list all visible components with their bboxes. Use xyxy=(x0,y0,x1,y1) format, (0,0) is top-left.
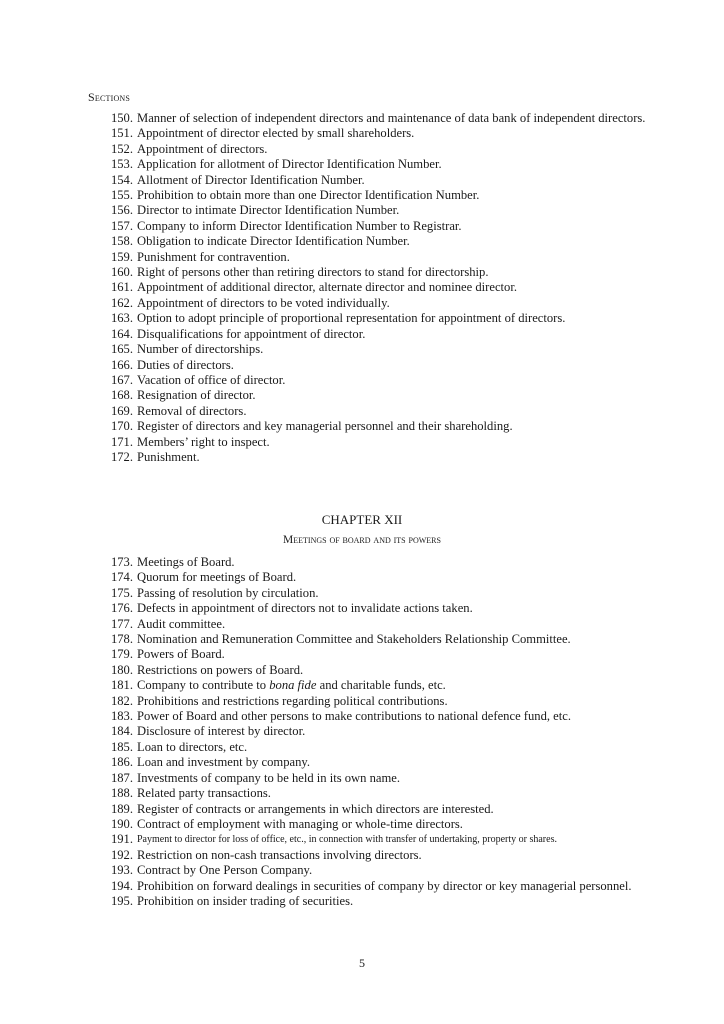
list-item xyxy=(100,311,658,326)
list-item xyxy=(100,173,658,188)
list-item xyxy=(100,234,658,249)
section-title: Prohibition on insider trading of securities. xyxy=(137,893,354,908)
list-item xyxy=(100,219,658,234)
section-title: Meetings of Board. xyxy=(137,555,235,569)
list-item xyxy=(100,740,658,755)
section-title: Punishment. xyxy=(137,449,200,464)
section-title-italic: bona fide xyxy=(269,678,317,693)
section-number: 155. xyxy=(110,188,133,203)
section-number: 189. xyxy=(110,801,133,816)
section-number: 150. xyxy=(110,111,133,125)
section-number: 178. xyxy=(110,632,133,647)
list-item xyxy=(100,647,658,662)
section-title: Allotment of Director Identification Number. xyxy=(137,172,365,187)
section-number: 153. xyxy=(110,157,133,172)
section-title: Quorum for meetings of Board. xyxy=(137,570,297,585)
section-number: 182. xyxy=(110,693,133,708)
section-title: Appointment of directors to be voted individually. xyxy=(137,295,390,310)
list-item xyxy=(100,404,658,419)
section-title: Appointment of director elected by small shareholders. xyxy=(137,126,415,141)
section-number: 193. xyxy=(110,863,133,878)
list-item xyxy=(100,786,658,801)
section-number: 187. xyxy=(110,770,133,785)
section-number: 159. xyxy=(110,249,133,264)
section-number: 164. xyxy=(110,326,133,341)
section-number: 175. xyxy=(110,585,133,600)
section-list-chapter-xi xyxy=(100,111,658,465)
list-item xyxy=(100,694,658,709)
section-title: Right of persons other than retiring directors to stand for directorship. xyxy=(137,265,489,280)
list-item xyxy=(100,111,658,126)
list-item xyxy=(100,142,658,157)
section-number: 158. xyxy=(110,234,133,249)
list-item xyxy=(100,802,658,817)
section-title: Manner of selection of independent directors and maintenance of data bank of independent directors. xyxy=(137,111,646,125)
section-title: Duties of directors. xyxy=(137,357,234,372)
section-number: 176. xyxy=(110,601,133,616)
section-number: 173. xyxy=(110,555,133,569)
list-item xyxy=(100,388,658,403)
list-item xyxy=(100,678,658,693)
section-number: 162. xyxy=(110,295,133,310)
section-title: Restriction on non-cash transactions involving directors. xyxy=(137,847,422,862)
list-item xyxy=(100,419,658,434)
list-item xyxy=(100,358,658,373)
section-number: 172. xyxy=(110,449,133,464)
section-title: Powers of Board. xyxy=(137,647,225,662)
section-list-chapter-xii xyxy=(100,555,658,909)
section-title: Register of directors and key managerial personnel and their shareholding. xyxy=(137,419,513,434)
section-title: Disclosure of interest by director. xyxy=(137,724,306,739)
section-number: 161. xyxy=(110,280,133,295)
section-title: Nomination and Remuneration Committee and Stakeholders Relationship Committee. xyxy=(137,632,571,647)
section-title-end: and charitable funds, etc. xyxy=(316,678,446,693)
section-title: Loan to directors, etc. xyxy=(137,739,248,754)
section-number: 157. xyxy=(110,218,133,233)
list-item xyxy=(100,709,658,724)
section-title: Prohibition on forward dealings in securities of company by director or key managerial personnel. xyxy=(137,878,632,893)
section-title: Loan and investment by company. xyxy=(137,755,311,770)
section-number: 156. xyxy=(110,203,133,218)
section-title: Appointment of additional director, alternate director and nominee director. xyxy=(137,280,517,295)
list-item xyxy=(100,586,658,601)
section-number: 152. xyxy=(110,141,133,156)
section-title: Appointment of directors. xyxy=(137,141,268,156)
section-title: Power of Board and other persons to make contributions to national defence fund, etc. xyxy=(137,709,572,724)
section-number: 194. xyxy=(110,878,133,893)
chapter-subtitle: Meetings of board and its powers xyxy=(283,534,441,546)
section-title: Obligation to indicate Director Identification Number. xyxy=(137,234,410,249)
list-item xyxy=(100,617,658,632)
section-title: Passing of resolution by circulation. xyxy=(137,585,319,600)
section-number: 192. xyxy=(110,847,133,862)
section-title: Related party transactions. xyxy=(137,786,271,801)
page-number: 5 xyxy=(359,956,365,970)
list-item xyxy=(100,832,658,847)
section-number: 185. xyxy=(110,739,133,754)
section-title: Director to intimate Director Identification Number. xyxy=(137,203,400,218)
list-item xyxy=(100,817,658,832)
section-number: 186. xyxy=(110,755,133,770)
list-item xyxy=(100,755,658,770)
sections-label: Sections xyxy=(88,90,131,104)
section-number: 181. xyxy=(110,678,133,693)
section-number: 160. xyxy=(110,265,133,280)
list-item xyxy=(100,555,658,570)
list-item xyxy=(100,435,658,450)
section-number: 151. xyxy=(110,126,133,141)
section-number: 168. xyxy=(110,388,133,403)
section-title: Members’ right to inspect. xyxy=(137,434,270,449)
list-item xyxy=(100,450,658,465)
section-number: 154. xyxy=(110,172,133,187)
section-number: 167. xyxy=(110,372,133,387)
section-number: 183. xyxy=(110,709,133,724)
list-item xyxy=(100,601,658,616)
section-number: 177. xyxy=(110,616,133,631)
section-title: Option to adopt principle of proportional representation for appointment of directors. xyxy=(137,311,566,326)
list-item xyxy=(100,157,658,172)
list-item xyxy=(100,663,658,678)
list-item xyxy=(100,188,658,203)
section-number: 165. xyxy=(110,342,133,357)
section-title: Audit committee. xyxy=(137,616,226,631)
section-number: 163. xyxy=(110,311,133,326)
list-item xyxy=(100,126,658,141)
section-number: 166. xyxy=(110,357,133,372)
list-item xyxy=(100,203,658,218)
list-item xyxy=(100,296,658,311)
section-title: Defects in appointment of directors not to invalidate actions taken. xyxy=(137,601,473,616)
section-number: 174. xyxy=(110,570,133,585)
list-item xyxy=(100,863,658,878)
section-number: 184. xyxy=(110,724,133,739)
list-item xyxy=(100,342,658,357)
section-number: 195. xyxy=(110,893,133,908)
section-title: Restrictions on powers of Board. xyxy=(137,662,304,677)
section-number: 190. xyxy=(110,816,133,831)
section-title: Punishment for contravention. xyxy=(137,249,290,264)
section-number: 170. xyxy=(110,419,133,434)
list-item xyxy=(100,724,658,739)
list-item xyxy=(100,280,658,295)
list-item xyxy=(100,848,658,863)
section-title xyxy=(137,678,658,693)
list-item xyxy=(100,250,658,265)
section-number: 169. xyxy=(110,403,133,418)
section-number: 171. xyxy=(110,434,133,449)
section-title: Number of directorships. xyxy=(137,342,264,357)
list-item xyxy=(100,879,658,894)
list-item xyxy=(100,373,658,388)
section-title-start: Company to contribute to xyxy=(137,678,270,693)
section-number: 179. xyxy=(110,647,133,662)
section-title: Company to inform Director Identification Number to Registrar. xyxy=(137,218,462,233)
section-title: Vacation of office of director. xyxy=(137,372,286,387)
section-title: Contract of employment with managing or whole-time directors. xyxy=(137,816,463,831)
section-title: Removal of directors. xyxy=(137,403,247,418)
chapter-title: CHAPTER XII xyxy=(321,512,403,527)
section-title: Investments of company to be held in its own name. xyxy=(137,770,401,785)
list-item xyxy=(100,570,658,585)
section-number: 180. xyxy=(110,662,133,677)
section-title: Prohibitions and restrictions regarding political contributions. xyxy=(137,693,448,708)
section-title: Prohibition to obtain more than one Director Identification Number. xyxy=(137,188,480,203)
list-item xyxy=(100,771,658,786)
section-number: 191. xyxy=(110,832,133,847)
list-item xyxy=(100,327,658,342)
section-title: Register of contracts or arrangements in which directors are interested. xyxy=(137,801,494,816)
section-title: Contract by One Person Company. xyxy=(137,863,313,878)
section-title: Application for allotment of Director Identification Number. xyxy=(137,157,442,172)
section-number: 188. xyxy=(110,786,133,801)
section-title: Resignation of director. xyxy=(137,388,256,403)
section-title: Payment to director for loss of office, etc., in connection with transfer of undertaking, property or shares. xyxy=(137,834,557,846)
list-item xyxy=(100,894,658,909)
list-item xyxy=(100,632,658,647)
section-title: Disqualifications for appointment of director. xyxy=(137,326,366,341)
list-item xyxy=(100,265,658,280)
